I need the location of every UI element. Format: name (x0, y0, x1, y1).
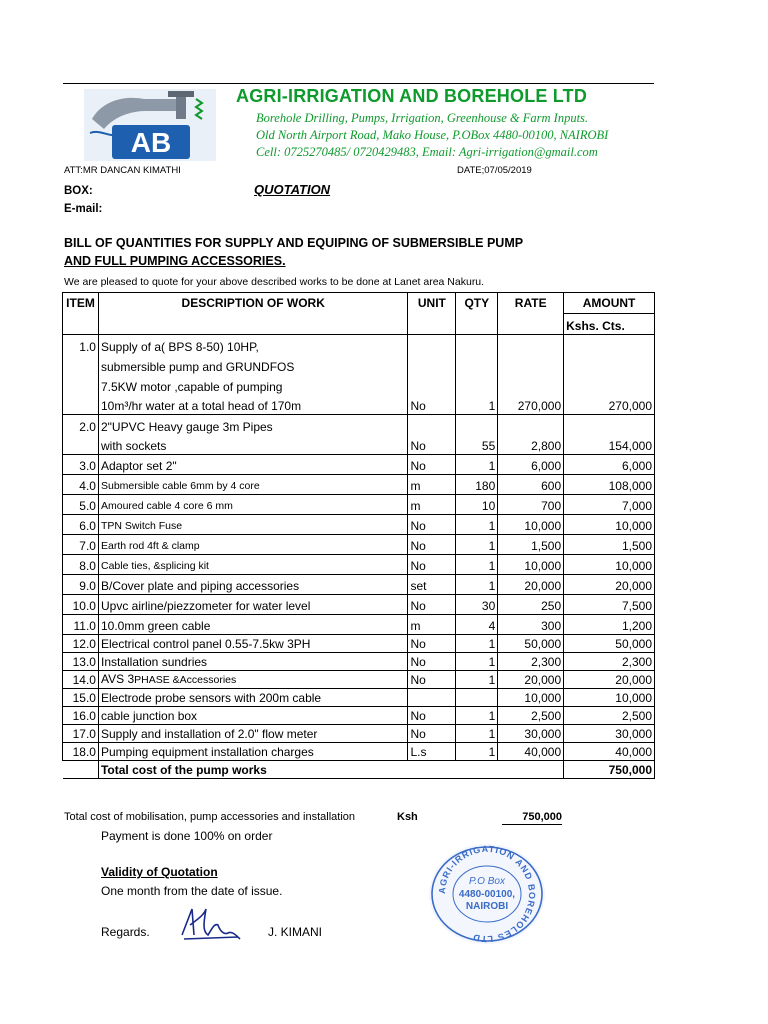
table-row: 1.0 Supply of a( BPS 8-50) 10HP, (63, 335, 655, 355)
table-row: 12.0 Electrical control panel 0.55-7.5kw 3PH No 1 50,000 50,000 (63, 635, 655, 653)
table-row: 16.0 cable junction box No 1 2,500 2,500 (63, 707, 655, 725)
company-name: AGRI-IRRIGATION AND BOREHOLE LTD (236, 86, 588, 106)
total-label: Total cost of the pump works (98, 761, 563, 779)
total-amount: 750,000 (564, 761, 655, 779)
header-unit: UNIT (408, 293, 456, 314)
summary-currency: Ksh (397, 811, 418, 823)
validity-text: One month from the date of issue. (101, 884, 283, 898)
boq-heading-line1: BILL OF QUANTITIES FOR SUPPLY AND EQUIPING OF SUBMERSIBLE PUMP (64, 236, 524, 250)
logo-text: AB (130, 127, 172, 158)
table-row: 10m³/hr water at a total head of 170m No 1 270,000 270,000 (63, 395, 655, 415)
header-rule (63, 83, 654, 84)
company-stamp (425, 842, 550, 947)
summary-amount: 750,000 (502, 811, 562, 825)
table-row: 11.0 10.0mm green cable m 4 300 1,200 (63, 615, 655, 635)
payment-terms: Payment is done 100% on order (101, 829, 273, 843)
attention-line: ATT:MR DANCAN KIMATHI (64, 165, 181, 176)
table-row: with sockets No 55 2,800 154,000 (63, 435, 655, 455)
signature (178, 905, 242, 945)
company-tagline: Borehole Drilling, Pumps, Irrigation, Greenhouse & Farm Inputs. (256, 111, 589, 125)
table-row: 3.0 Adaptor set 2" No 1 6,000 6,000 (63, 455, 655, 475)
table-row: 7.0 Earth rod 4ft & clamp No 1 1,500 1,500 (63, 535, 655, 555)
table-row: 10.0 Upvc airline/piezzometer for water level No 30 250 7,500 (63, 595, 655, 615)
table-row: 6.0 TPN Switch Fuse No 1 10,000 10,000 (63, 515, 655, 535)
table-row: 13.0 Installation sundries No 1 2,300 2,300 (63, 653, 655, 671)
stamp-ring-text: AGRI-IRRIGATION AND BOREHOLES LTD (436, 843, 538, 945)
company-address: Old North Airport Road, Mako House, P.OBox 4480-00100, NAIROBI (256, 128, 609, 142)
document-date: DATE;07/05/2019 (457, 165, 532, 176)
validity-title: Validity of Quotation (101, 865, 218, 879)
table-row: 8.0 Cable ties, &splicing kit No 1 10,000 10,000 (63, 555, 655, 575)
table-header-row (63, 293, 655, 314)
table-row: 17.0 Supply and installation of 2.0" flow meter No 1 30,000 30,000 (63, 725, 655, 743)
table-row: 5.0 Amoured cable 4 core 6 mm m 10 700 7,000 (63, 495, 655, 515)
header-amount: AMOUNT (564, 293, 655, 314)
document-title: QUOTATION (254, 182, 331, 197)
table-row: 15.0 Electrode probe sensors with 200m cable 10,000 10,000 (63, 689, 655, 707)
stamp-line2: 4480-00100, (458, 889, 516, 900)
bill-of-quantities-table (62, 292, 655, 779)
table-row: 7.5KW motor ,capable of pumping (63, 375, 655, 395)
header-currency: Kshs. Cts. (564, 314, 655, 335)
table-subheader-row (63, 314, 655, 335)
summary-label: Total cost of mobilisation, pump accessories and installation (64, 811, 356, 823)
company-contact: Cell: 0725270485/ 0720429483, Email: Agri-irrigation@gmail.com (256, 145, 598, 159)
intro-text: We are pleased to quote for your above described works to be done at Lanet area Nakuru. (64, 276, 485, 288)
header-item: ITEM (63, 293, 99, 314)
table-row: 2.0 2"UPVC Heavy gauge 3m Pipes (63, 415, 655, 435)
company-logo (84, 89, 216, 161)
header-qty: QTY (456, 293, 498, 314)
header-rate: RATE (498, 293, 564, 314)
table-row: 18.0 Pumping equipment installation charges L.s 1 40,000 40,000 (63, 743, 655, 761)
regards-text: Regards. (101, 925, 150, 939)
total-row (63, 761, 655, 779)
signatory-name: J. KIMANI (268, 925, 323, 939)
header-description: DESCRIPTION OF WORK (98, 293, 407, 314)
box-label: BOX: (64, 185, 93, 197)
stamp-line1: P.O Box (469, 876, 505, 887)
table-row: submersible pump and GRUNDFOS (63, 355, 655, 375)
boq-heading-line2: AND FULL PUMPING ACCESSORIES. (64, 254, 286, 268)
email-label: E-mail: (64, 203, 103, 215)
table-row: 4.0 Submersible cable 6mm by 4 core m 180 600 108,000 (63, 475, 655, 495)
table-row: 14.0 AVS 3PHASE &Accessories No 1 20,000 20,000 (63, 671, 655, 689)
stamp-line3: NAIROBI (465, 901, 509, 912)
table-row: 9.0 B/Cover plate and piping accessories set 1 20,000 20,000 (63, 575, 655, 595)
